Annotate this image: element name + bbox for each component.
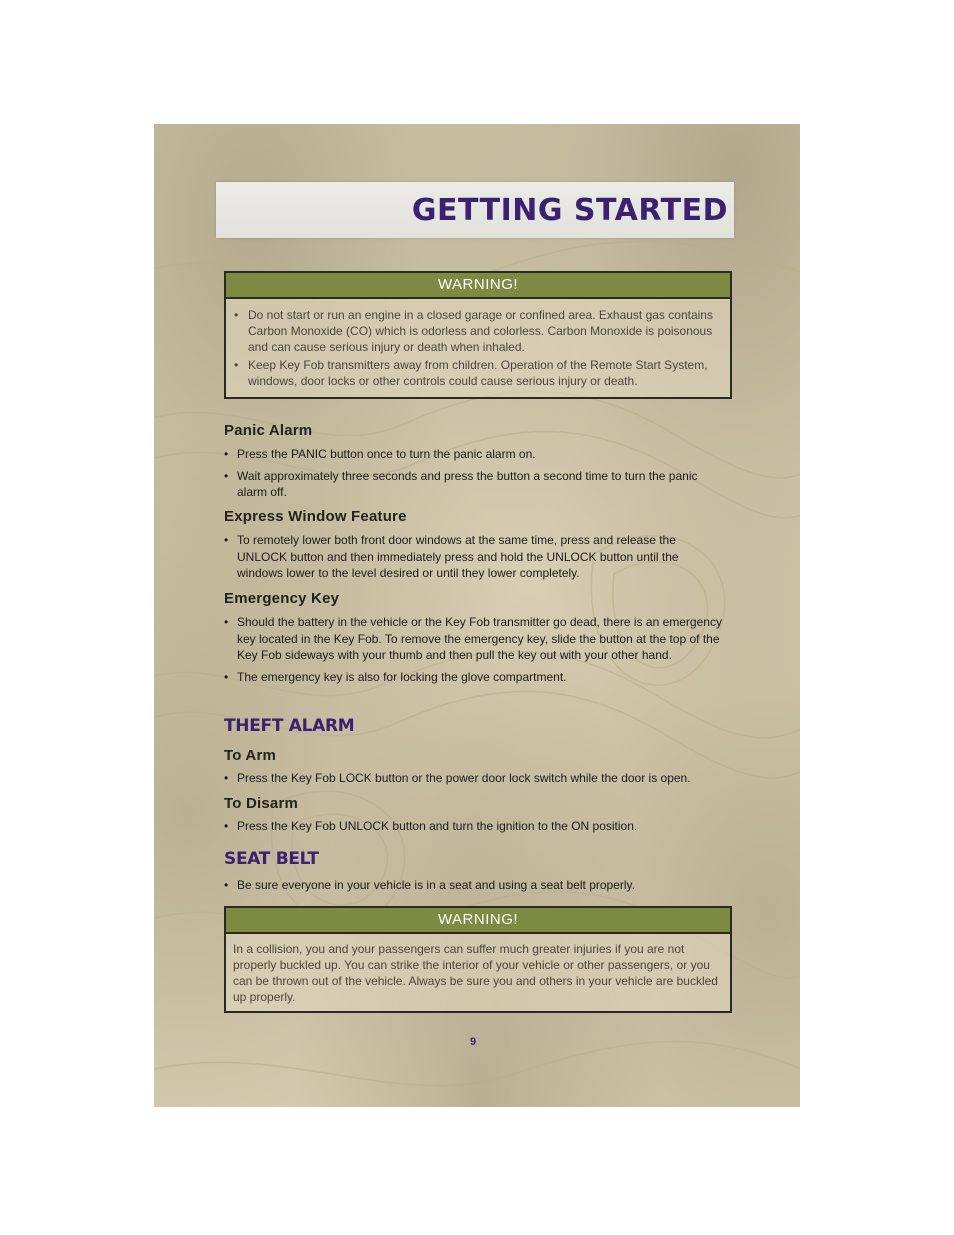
to-arm-heading: To Arm — [224, 747, 277, 764]
to-disarm-list — [224, 818, 724, 840]
warning-box-seat-belt — [224, 906, 732, 1013]
list-item: • Press the PANIC button once to turn the panic alarm on. — [224, 446, 724, 463]
express-window-heading: Express Window Feature — [224, 508, 407, 525]
list-item: • Be sure everyone in your vehicle is in a seat and using a seat belt properly. — [224, 877, 724, 894]
warning-list — [226, 299, 730, 397]
to-disarm-heading: To Disarm — [224, 795, 299, 812]
emergency-key-list — [224, 614, 724, 690]
emergency-key-heading: Emergency Key — [224, 590, 340, 607]
list-item: • To remotely lower both front door windows at the same time, press and release the UNLOCK button and then immediately press and hold the UNLOCK button until the windows lower to the level desired or until they lower completely. — [224, 532, 724, 582]
list-item: • Press the Key Fob UNLOCK button and turn the ignition to the ON position. — [224, 818, 724, 835]
seat-belt-heading: SEAT BELT — [224, 849, 319, 869]
page-title: GETTING STARTED — [411, 193, 728, 228]
list-item: • Press the Key Fob LOCK button or the power door lock switch while the door is open. — [224, 770, 724, 787]
warning-item: • Do not start or run an engine in a closed garage or confined area. Exhaust gas contains Carbon Monoxide (CO) which is odorless and colorless. Carbon Monoxide is poisonous and can cause serious injury or death when inhaled. — [246, 307, 722, 355]
panic-alarm-list — [224, 446, 724, 506]
warning-text: In a collision, you and your passengers can suffer much greater injuries if you are not properly buckled up. You can strike the interior of your vehicle or other passengers, or you can be thrown out of the vehicle. Always be sure you and others in your vehicle are buckled up properly. — [233, 942, 718, 1004]
list-item: • The emergency key is also for locking the glove compartment. — [224, 669, 724, 686]
warning-header: WARNING! — [226, 908, 730, 934]
warning-header: WARNING! — [226, 273, 730, 299]
to-arm-list — [224, 770, 724, 792]
panic-alarm-heading: Panic Alarm — [224, 422, 313, 439]
seat-belt-list — [224, 877, 724, 899]
warning-box-exhaust — [224, 271, 732, 399]
list-item: • Should the battery in the vehicle or the Key Fob transmitter go dead, there is an emergency key located in the Key Fob. To remove the emergency key, slide the button at the top of the Key Fob sideways with your thumb and then pull the key out with your other hand. — [224, 614, 724, 664]
theft-alarm-heading: THEFT ALARM — [224, 716, 355, 736]
list-item: • Wait approximately three seconds and press the button a second time to turn the panic alarm off. — [224, 468, 724, 501]
page-number: 9 — [470, 1036, 477, 1048]
express-window-list — [224, 532, 724, 587]
warning-item: • Keep Key Fob transmitters away from children. Operation of the Remote Start System, windows, door locks or other controls could cause serious injury or death. — [246, 357, 722, 389]
manual-page — [154, 124, 800, 1107]
